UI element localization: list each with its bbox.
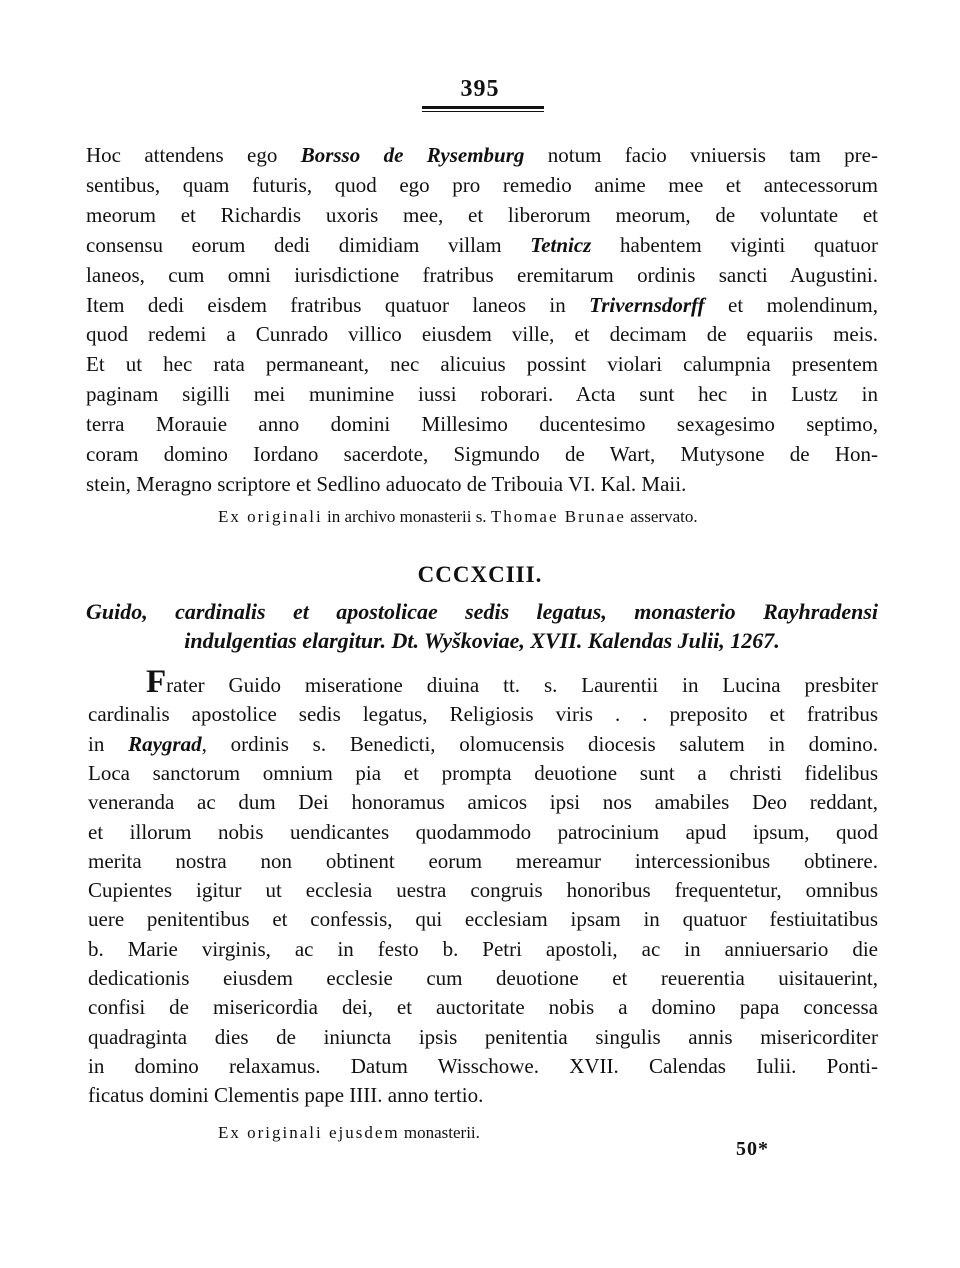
charter-2-line [88,788,878,817]
charter-2-line [88,700,878,729]
signature-mark: 50* [736,1138,769,1160]
charter-2-line [88,730,878,759]
charter-2-line [88,664,878,700]
charter-1-line [86,141,878,170]
page-number-rule [422,106,544,112]
charter-1-line [86,350,878,379]
charter-2-line [88,964,878,993]
text-run: b. Marie virginis, ac in festo b. Petri apostoli, ac in anniuersario die [88,936,878,961]
charter-1-line [86,171,878,200]
text-run: rater Guido miseratione diuina tt. s. Laurentii in Lucina presbiter [166,673,878,697]
charter-1-line [86,440,878,469]
charter-1-line [86,470,878,499]
text-run: meorum et Richardis uxoris mee, et liberorum meorum, de voluntate et [86,202,878,227]
text-run: uere penitentibus et confessis, qui ecclesiam ipsam in quatuor festiuitatibus [88,907,878,932]
text-run: stein, Meragno scriptore et Sedlino aduocato de Tribouia VI. Kal. Maii. [86,471,687,496]
charter-2-source-note: Ex originali ejusdem monasterii. [218,1123,480,1142]
text-run: quod redemi a Cunrado villico eiusdem ville, et decimam de equariis meis. [86,322,878,347]
initial-letter: F [146,664,167,700]
charter-1-line [86,261,878,290]
charter-2-line [88,1052,878,1081]
charter-2-line [88,759,878,788]
text-run: paginam sigilli mei munimine iussi roborari. Acta sunt hec in Lustz in [86,382,878,407]
text-run: consensu eorum dedi dimidiam villam [86,232,531,257]
text-run: dedicationis eiusdem ecclesie cum deuotione et reuerentia uisitauerint, [88,966,878,990]
text-run: et illorum nobis uendicantes quodammodo patrocinium apud ipsum, quod [88,819,878,844]
text-run: quadraginta dies de iniuncta ipsis penitentia singulis annis misericorditer [88,1024,878,1049]
charter-2-rubric-line-2: indulgentias elargitur. Dt. Wyškoviae, XVII. Kalendas Julii, 1267. [184,628,780,653]
text-run: , ordinis s. Benedicti, olomucensis diocesis salutem in domino. [201,731,878,756]
charter-2-line [88,905,878,934]
text-run: Hoc attendens ego [86,143,301,167]
text-run: notum facio vniuersis tam pre- [524,143,878,167]
charter-1-line [86,320,878,349]
italic-name: Trivernsdorff [589,292,705,317]
charter-1-line [86,380,878,409]
charter-1-line [86,201,878,230]
italic-name: Raygrad [128,731,202,756]
charter-1-line [86,231,878,260]
charter-2-line [88,935,878,964]
page-number: 395 [460,76,500,102]
text-run: veneranda ac dum Dei honoramus amicos ipsi nos amabiles Deo reddant, [88,790,878,815]
text-run: Cupientes igitur ut ecclesia uestra congruis honoribus frequentetur, omnibus [88,878,878,903]
charter-2-rubric-line-1: Guido, cardinalis et apostolicae sedis legatus, monasterio Rayhradensi [86,599,878,624]
text-run: in domino relaxamus. Datum Wisschowe. XVII. Calendas Iulii. Ponti- [88,1053,878,1078]
charter-2-line [88,1023,878,1052]
charter-2-line [88,818,878,847]
text-run: Item dedi eisdem fratribus quatuor laneos in [86,292,590,317]
charter-1-source-note: Ex originali in archivo monasterii s. Thomae Brunae asservato. [218,507,698,526]
text-run: Loca sanctorum omnium pia et prompta deuotione sunt a christi fidelibus [88,760,878,785]
charter-2-line [88,993,878,1022]
charter-1-line [86,410,878,439]
text-run: in [88,731,129,756]
charter-2-line [88,876,878,905]
italic-name: Borsso de Rysemburg [300,143,525,167]
italic-name: Tetnicz [530,232,592,257]
text-run: confisi de misericordia dei, et auctoritate nobis a domino papa concessa [88,995,878,1020]
text-run: merita nostra non obtinent eorum mereamur intercessionibus obtinere. [88,848,878,873]
text-run: terra Morauie anno domini Millesimo ducentesimo sexagesimo septimo, [86,412,878,437]
text-run: coram domino Iordano sacerdote, Sigmundo de Wart, Mutysone de Hon- [86,442,878,466]
text-run: ficatus domini Clementis pape IIII. anno tertio. [88,1083,484,1108]
text-run: sentibus, quam futuris, quod ego pro remedio anime mee et antecessorum [86,172,878,197]
charter-2-number: CCCXCIII. [417,562,543,587]
text-run: laneos, cum omni iurisdictione fratribus eremitarum ordinis sancti Augustini. [86,262,878,287]
text-run: habentem viginti quatuor [591,232,878,257]
text-run: Et ut hec rata permaneant, nec alicuius possint violari calumpnia presentem [86,352,878,377]
text-run: cardinalis apostolice sedis legatus, Religiosis viris . . preposito et fratribus [88,702,878,727]
text-run: et molendinum, [704,292,878,317]
charter-2-line [88,847,878,876]
charter-1-line [86,291,878,320]
charter-2-line [88,1081,878,1110]
